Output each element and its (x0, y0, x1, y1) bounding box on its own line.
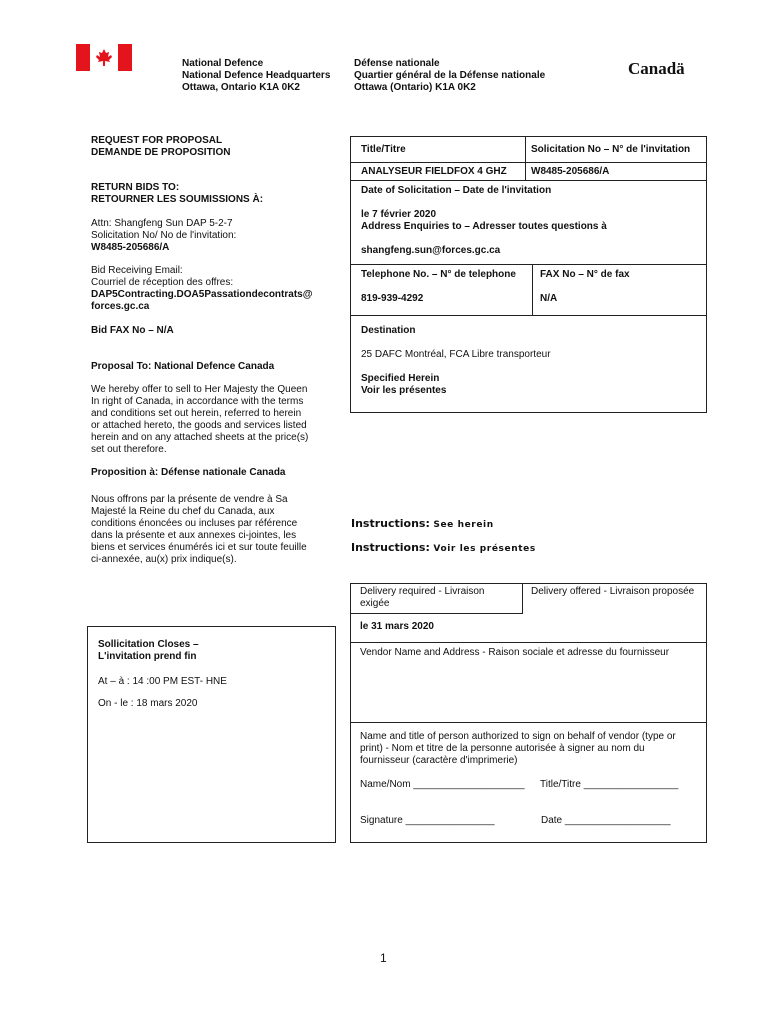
bid-email-link-cont[interactable]: forces.gc.ca (91, 301, 150, 312)
telephone-value: 819-939-4292 (361, 293, 424, 304)
specified-herein (361, 373, 446, 397)
rfp-title-line: DEMANDE DE PROPOSITION (91, 147, 231, 158)
date-field[interactable]: Date ___________________ (541, 815, 671, 826)
bid-email-label: Bid Receiving Email: (91, 265, 183, 276)
offer-fr-line: dans la présente et aux annexes ci-jointes, les (91, 530, 297, 541)
divider (350, 162, 707, 163)
divider (350, 264, 707, 265)
offer-en-line: In right of Canada, in accordance with the terms (91, 396, 304, 407)
auth-line: print) - Nom et titre de la personne autorisée à signer au nom du (360, 743, 645, 754)
solnum-label: Solicitation No – N° de l'invitation (531, 144, 691, 155)
closes-time: At – à : 14 :00 PM EST- HNE (98, 676, 227, 687)
divider (350, 315, 707, 316)
offer-english (91, 384, 308, 456)
specified-line: Specified Herein (361, 373, 440, 384)
destination-value: 25 DAFC Montréal, FCA Libre transporteur (361, 349, 551, 360)
delivery-required-line: exigée (360, 598, 390, 609)
instructions-value: Voir les présentes (433, 544, 536, 554)
closes-title-line: Sollicitation Closes – (98, 639, 199, 650)
divider (350, 642, 707, 643)
header-en-line: National Defence (182, 58, 264, 69)
delivery-required-line: Delivery required - Livraison (360, 586, 485, 597)
offer-french (91, 494, 307, 566)
header-fr-line: Ottawa (Ontario) K1A 0K2 (354, 82, 476, 93)
instructions-fr (351, 542, 536, 555)
header-en-line: Ottawa, Ontario K1A 0K2 (182, 82, 300, 93)
delivery-required-value: le 31 mars 2020 (360, 621, 434, 632)
instructions-label: Instructions: (351, 517, 430, 530)
specified-line: Voir les présentes (361, 385, 447, 396)
rfp-title-line: REQUEST FOR PROPOSAL (91, 135, 223, 146)
bid-email-link[interactable]: DAP5Contracting.DOA5Passationdecontrats@ (91, 289, 313, 300)
offer-fr-line: biens et services énumérés ici et sur toute feuille (91, 542, 307, 553)
offer-en-line: set out therefore. (91, 444, 167, 455)
vendor-label: Vendor Name and Address - Raison sociale et adresse du fournisseur (360, 647, 670, 658)
attn-line: Attn: Shangfeng Sun DAP 5-2-7 (91, 218, 233, 229)
header-french (354, 58, 545, 94)
divider (350, 722, 707, 723)
instructions-value: See herein (433, 520, 494, 530)
auth-line: fournisseur (caractère d'imprimerie) (360, 755, 518, 766)
return-bids-heading (91, 182, 263, 206)
offer-en-line: and conditions set out herein, referred to herein (91, 408, 302, 419)
page-number: 1 (380, 951, 387, 965)
name-field[interactable]: Name/Nom ____________________ (360, 779, 525, 790)
header-en-line: National Defence Headquarters (182, 70, 331, 81)
offer-en-line: or attached hereto, the goods and services listed (91, 420, 307, 431)
return-bids-line: RETURN BIDS TO: (91, 182, 180, 193)
delivery-required-label (360, 586, 485, 610)
title-field[interactable]: Title/Titre _________________ (540, 779, 679, 790)
fax-value: N/A (540, 293, 558, 304)
divider (525, 136, 526, 181)
rfp-title (91, 135, 230, 159)
proposal-to: Proposal To: National Defence Canada (91, 361, 275, 372)
closes-title (98, 639, 199, 663)
divider (350, 613, 522, 614)
solnum-value: W8485-205686/A (531, 166, 610, 177)
signature-field[interactable]: Signature ________________ (360, 815, 495, 826)
bid-email-block (91, 265, 312, 313)
delivery-offered-label: Delivery offered - Livraison proposée (531, 586, 695, 597)
date-label: Date of Solicitation – Date de l'invitation (361, 185, 552, 196)
offer-fr-line: conditions énoncées ou incluses par référence (91, 518, 298, 529)
proposition-fr: Proposition à: Défense nationale Canada (91, 467, 286, 478)
date-value: le 7 février 2020 (361, 209, 437, 220)
offer-en-line: herein and on any attached sheets at the price(s) (91, 432, 309, 443)
header-fr-line: Quartier général de la Défense nationale (354, 70, 546, 81)
canada-flag-logo (76, 44, 132, 71)
title-value: ANALYSEUR FIELDFOX 4 GHZ (361, 166, 507, 177)
divider (350, 180, 707, 181)
offer-fr-line: Majesté la Reine du chef du Canada, aux (91, 506, 275, 517)
enquiries-label: Address Enquiries to – Adresser toutes questions à (361, 221, 607, 232)
instructions-en (351, 518, 494, 531)
telephone-label: Telephone No. – N° de telephone (361, 269, 516, 280)
solicitation-label: Solicitation No/ No de l'invitation: (91, 230, 237, 241)
closes-date: On - le : 18 mars 2020 (98, 698, 198, 709)
header-fr-line: Défense nationale (354, 58, 440, 69)
canada-wordmark: Canadä (628, 59, 685, 78)
offer-en-line: We hereby offer to sell to Her Majesty the Queen (91, 384, 308, 395)
auth-line: Name and title of person authorized to sign on behalf of vendor (type or (360, 731, 676, 742)
bid-email-label-fr: Courriel de réception des offres: (91, 277, 234, 288)
title-label: Title/Titre (361, 144, 406, 155)
return-bids-line: RETOURNER LES SOUMISSIONS À: (91, 194, 264, 205)
divider (532, 264, 533, 316)
destination-label: Destination (361, 325, 416, 336)
offer-fr-line: Nous offrons par la présente de vendre à Sa (91, 494, 288, 505)
divider (522, 583, 523, 614)
fax-label: FAX No – N° de fax (540, 269, 630, 280)
return-address (91, 218, 236, 254)
bid-fax: Bid FAX No – N/A (91, 325, 174, 336)
offer-fr-line: ci-annexée, au(x) prix indique(s). (91, 554, 237, 565)
authorized-person-label (360, 731, 676, 767)
closes-title-line: L'invitation prend fin (98, 651, 197, 662)
instructions-label: Instructions: (351, 541, 430, 554)
solicitation-number: W8485-205686/A (91, 242, 170, 253)
header-english (182, 58, 330, 94)
enquiries-email[interactable]: shangfeng.sun@forces.gc.ca (361, 245, 501, 256)
